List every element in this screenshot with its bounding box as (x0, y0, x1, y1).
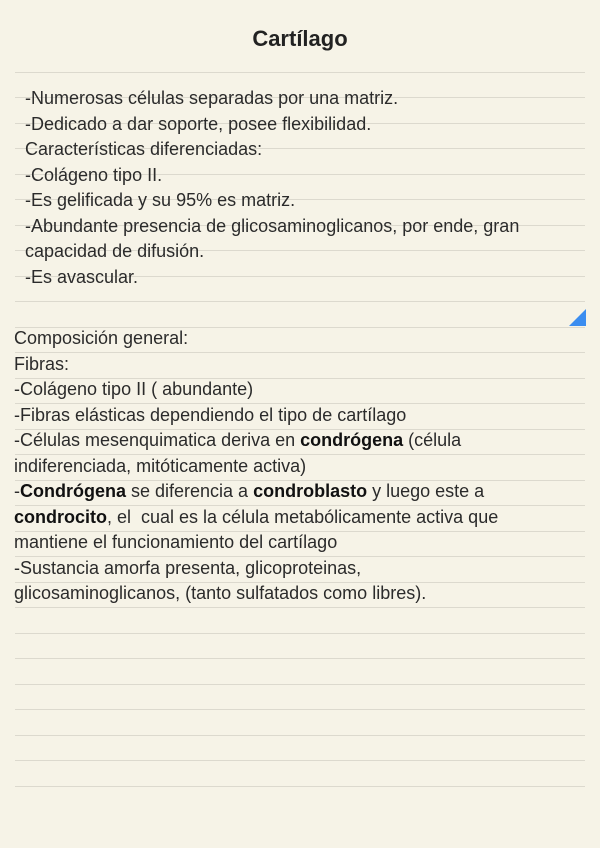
text-line (14, 505, 586, 531)
text-line: glicosaminoglicanos, (tanto sulfatados como libres). (14, 583, 427, 603)
text-line: Composición general: (14, 328, 189, 348)
bold-term: Condrógena (20, 481, 126, 501)
text-block-characteristics[interactable] (25, 86, 585, 290)
text-span: - (14, 481, 20, 501)
text-line: -Colágeno tipo II. (25, 164, 163, 185)
text-line (14, 479, 586, 505)
text-line: -Dedicado a dar soporte, posee flexibilidad. (25, 113, 372, 134)
text-span: -Células mesenquimatica deriva en (14, 430, 301, 450)
text-line: -Sustancia amorfa presenta, glicoproteinas, (14, 557, 362, 578)
note-title: Cartílago (252, 26, 348, 51)
text-line: -Es avascular. (25, 266, 139, 287)
bold-term: condrocito (14, 506, 107, 527)
rule-line (15, 735, 585, 736)
rule-line (15, 607, 585, 608)
rule-line (15, 633, 585, 634)
text-span: , el cual es la célula metabólicamente activa que (107, 506, 499, 527)
text-line: -Colágeno tipo II ( abundante) (14, 379, 254, 399)
text-line: -Es gelificada y su 95% es matriz. (25, 190, 296, 210)
rule-line (15, 684, 585, 685)
text-line: -Abundante presencia de glicosaminoglicanos, por ende, gran (25, 215, 520, 236)
rule-line (15, 709, 585, 710)
text-line: Fibras: (14, 353, 70, 374)
rule-line (15, 786, 585, 787)
rule-line (15, 658, 585, 659)
text-span: (célula (403, 430, 462, 450)
text-line: capacidad de difusión. (25, 241, 205, 261)
text-span: se diferencia a (126, 481, 254, 501)
rule-line (15, 760, 585, 761)
text-line (14, 428, 586, 454)
bold-term: condrógena (300, 430, 404, 450)
text-block-composition[interactable] (14, 326, 586, 607)
text-line: mantiene el funcionamiento del cartílago (14, 532, 338, 552)
rule-line (15, 301, 585, 302)
text-line: -Numerosas células separadas por una matriz. (25, 88, 399, 108)
bold-term: condroblasto (253, 481, 368, 501)
resize-handle-icon[interactable] (569, 309, 586, 326)
rule-line (15, 72, 585, 73)
text-line: -Fibras elásticas dependiendo el tipo de cartílago (14, 404, 407, 425)
text-line: Características diferenciadas: (25, 139, 263, 159)
text-span: y luego este a (367, 481, 485, 501)
text-line: indiferenciada, mitóticamente activa) (14, 455, 307, 476)
